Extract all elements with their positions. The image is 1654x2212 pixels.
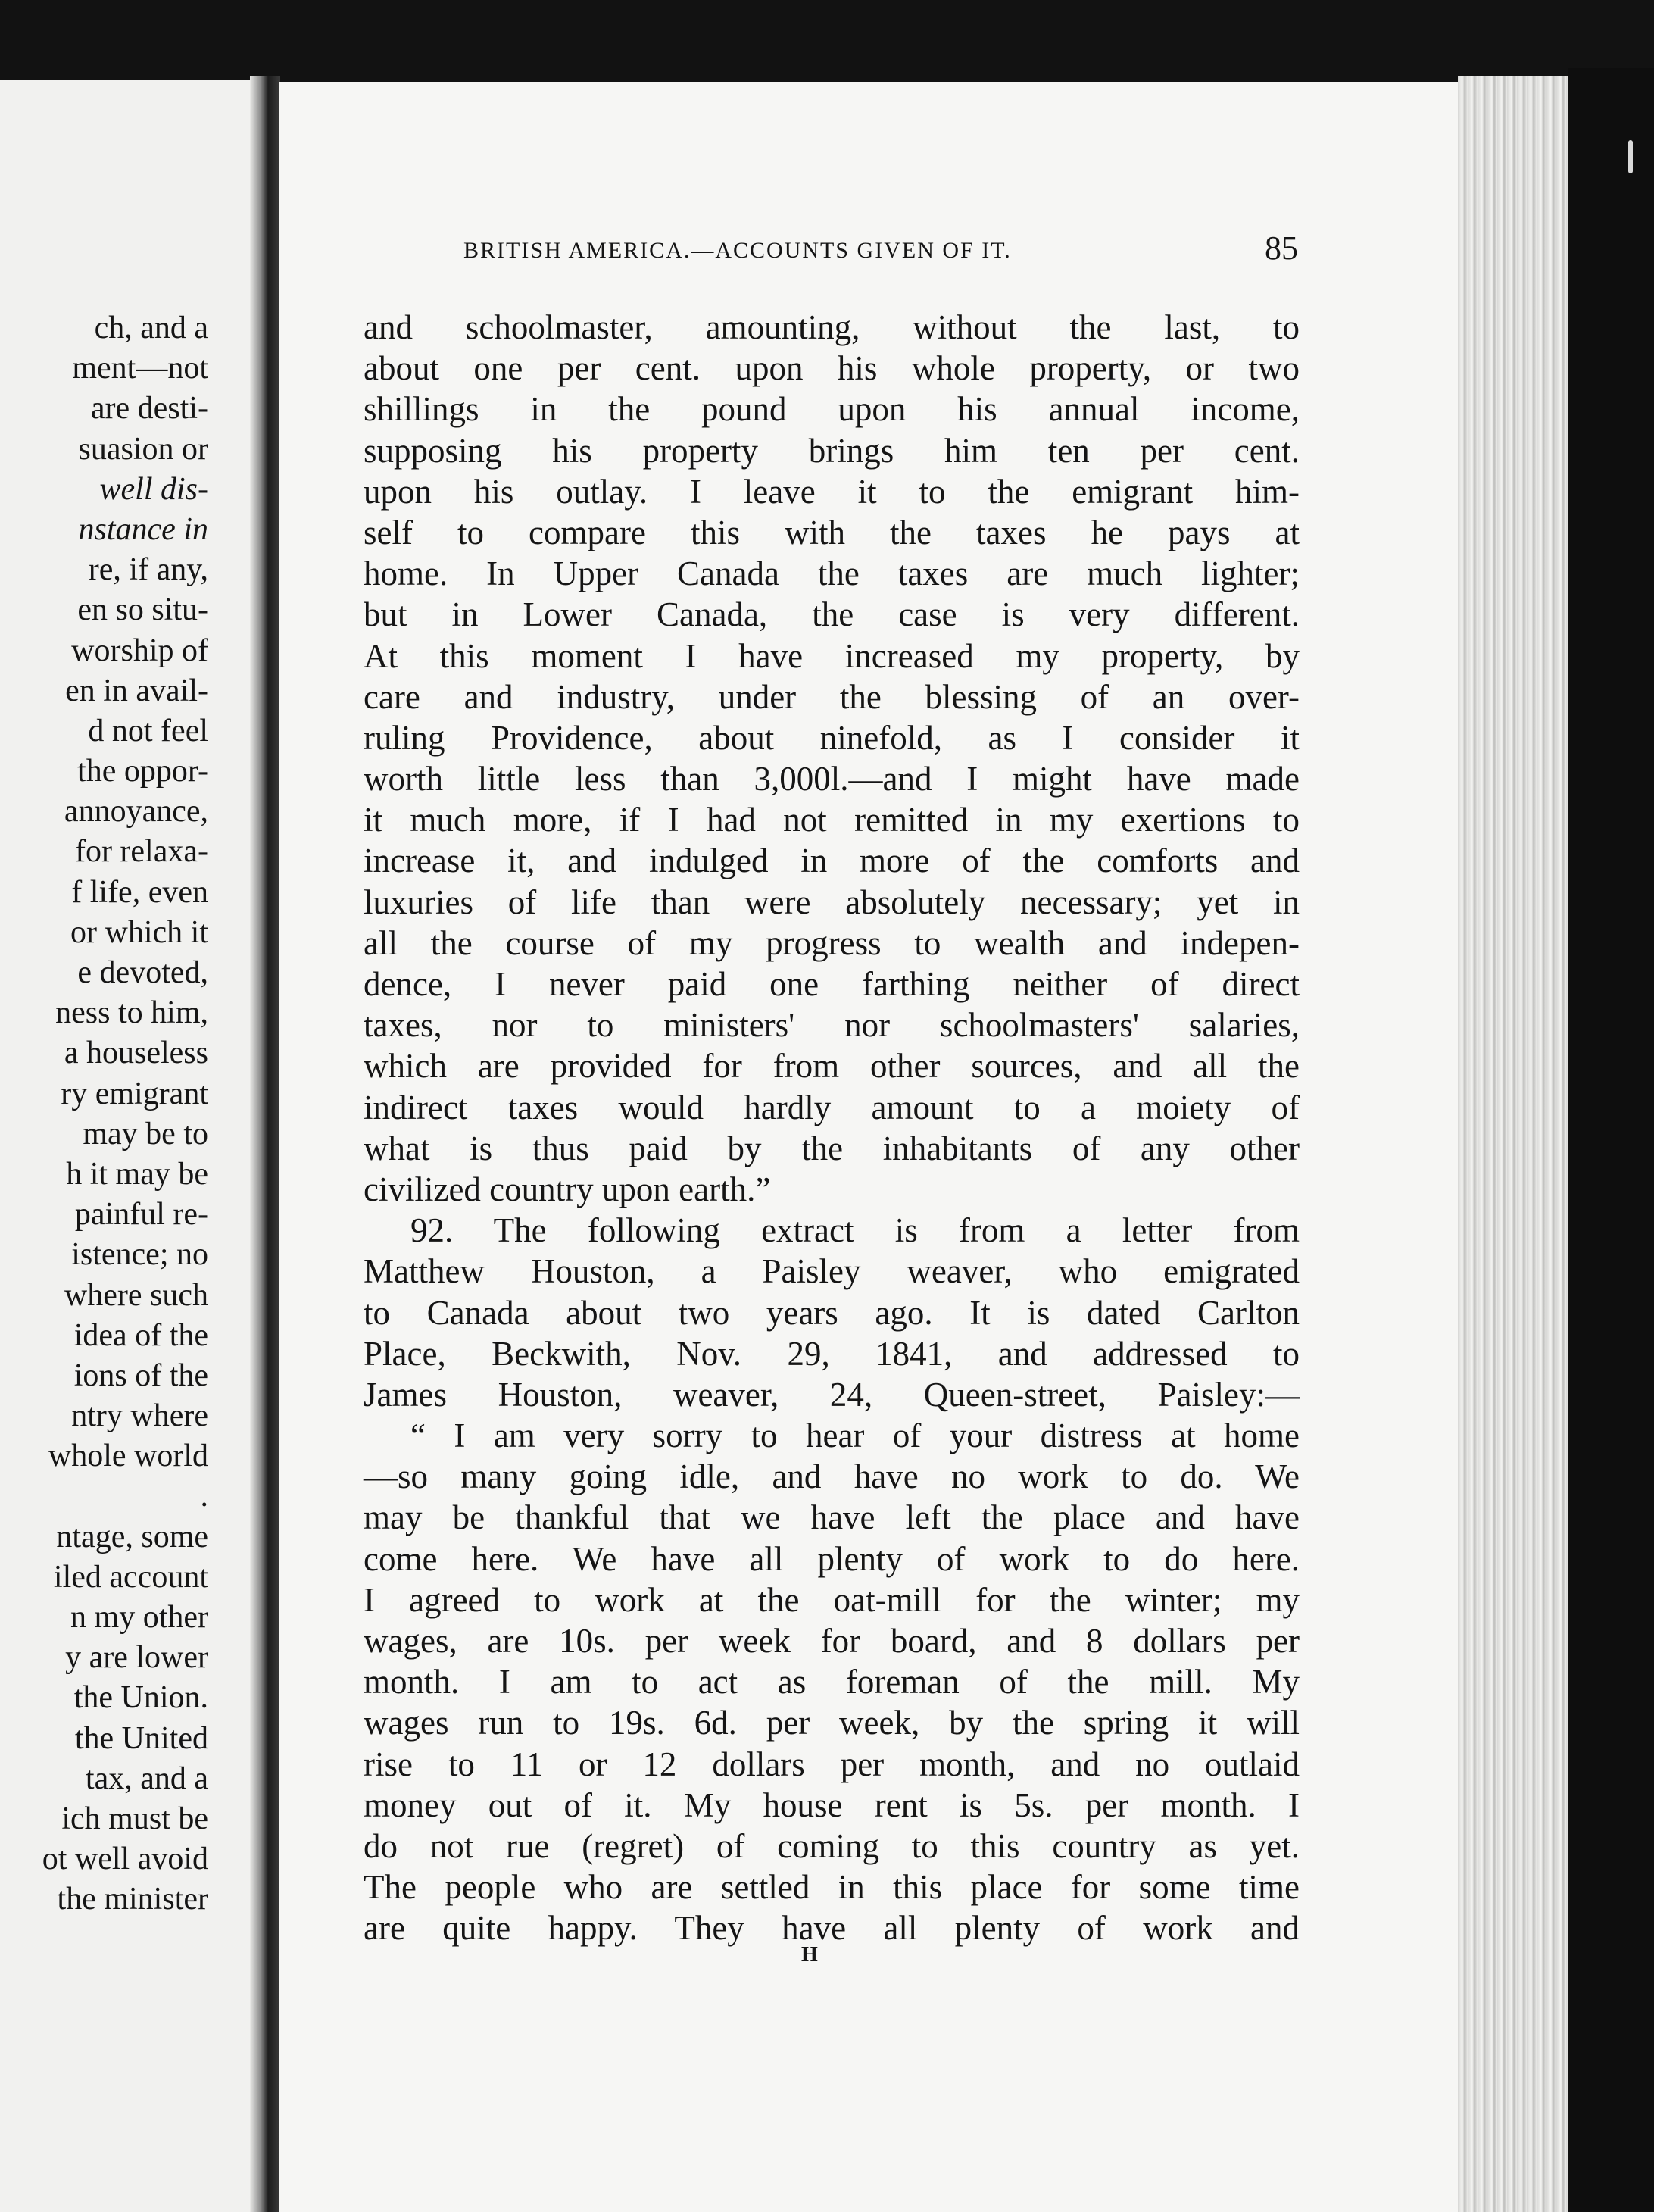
text-line: to Canada about two years ago. It is dated Carlton [364,1293,1300,1332]
text-line: —so many going idle, and have no work to do. We [364,1457,1300,1496]
text-line: it much more, if I had not remitted in my exertions to [364,801,1300,839]
left-page-line: ch, and a [94,311,208,345]
left-page-line: en so situ- [77,592,208,628]
left-page-line: ment—not [72,351,208,386]
left-page-line: ions of the [73,1358,208,1393]
text-line: may be thankful that we have left the place and have [364,1498,1300,1537]
signature-mark: H [801,1943,819,1967]
text-line: about one per cent. upon his whole property, or two [364,349,1300,388]
left-page-line: annoyance, [64,794,208,830]
text-line: shillings in the pound upon his annual income, [364,390,1300,429]
left-page-line: or which it [70,914,208,950]
left-page-line: ich must be [61,1801,208,1836]
scanner-background [0,0,1654,83]
left-page-line: ntage, some [56,1519,208,1554]
running-header [463,229,1303,274]
left-page-line: h it may be [66,1156,208,1192]
left-page-line: idea of the [73,1317,208,1353]
left-page-line: where such [64,1277,208,1313]
text-line: money out of it. My house rent is 5s. per month. I [364,1786,1300,1824]
left-page-line: the minister [57,1882,208,1917]
left-page-line: painful re- [74,1197,208,1233]
left-page-line: iled account [53,1559,208,1595]
text-line: home. In Upper Canada the taxes are much lighter; [364,555,1300,593]
left-page-line: worship of [71,633,208,668]
text-line: what is thus paid by the inhabitants of any other [364,1129,1300,1167]
text-line: taxes, nor to ministers' nor schoolmasters' salaries, [364,1006,1300,1045]
left-page-line: are desti- [90,391,208,426]
text-line: indirect taxes would hardly amount to a moiety of [364,1088,1300,1126]
text-line: luxuries of life than were absolutely necessary; yet in [364,883,1300,921]
left-page-line: suasion or [78,431,208,467]
text-line: care and industry, under the blessing of an over- [364,677,1300,716]
left-page-line: n my other [70,1600,208,1635]
page-number: 85 [1265,230,1298,267]
text-line: supposing his property brings him ten per cent. [364,431,1300,470]
text-line: wages run to 19s. 6d. per week, by the spring it will [364,1704,1300,1742]
text-line: rise to 11 or 12 dollars per month, and no outlaid [364,1745,1300,1783]
left-page-line: nstance in [78,511,208,547]
text-line: James Houston, weaver, 24, Queen-street, Paisley:— [364,1375,1300,1414]
text-line: “ I am very sorry to hear of your distress at home [410,1417,1300,1455]
text-line: worth little less than 3,000l.—and I might have made [364,760,1300,798]
left-page [0,80,261,2212]
text-line: which are provided for from other sources, and all the [364,1047,1300,1086]
left-page-line: tax, and a [85,1761,208,1796]
text-line: all the course of my progress to wealth and indepen- [364,923,1300,962]
left-page-line: re, if any, [88,552,208,588]
text-line: civilized country upon earth.” [364,1170,771,1208]
left-page-line: d not feel [88,713,208,748]
left-page-line: a houseless [64,1036,208,1071]
text-line: Place, Beckwith, Nov. 29, 1841, and addressed to [364,1334,1300,1373]
body-text [364,307,1300,1949]
left-page-line: may be to [83,1116,208,1151]
left-page-line: ry emigrant [61,1076,208,1111]
book-spine-shadow [250,76,280,2212]
left-page-line: f life, even [71,874,208,910]
left-page-line: the oppor- [77,754,208,789]
left-page-line: e devoted, [77,955,208,990]
text-line: dence, I never paid one farthing neither of direct [364,965,1300,1003]
text-line: wages, are 10s. per week for board, and 8 dollars per [364,1622,1300,1660]
text-line: 92. The following extract is from a letter from [410,1211,1300,1250]
text-line: increase it, and indulged in more of the comforts and [364,842,1300,880]
left-page-line: y are lower [65,1640,208,1676]
text-line: but in Lower Canada, the case is very different. [364,595,1300,634]
text-line: I agreed to work at the oat-mill for the winter; my [364,1580,1300,1619]
left-page-line: whole world [48,1439,208,1474]
text-line: upon his outlay. I leave it to the emigrant him- [364,472,1300,511]
left-page-line: the United [74,1720,208,1756]
edge-mark [1628,140,1633,173]
text-line: Matthew Houston, a Paisley weaver, who emigrated [364,1252,1300,1291]
left-page-line: ntry where [71,1398,208,1434]
text-line: come here. We have all plenty of work to do here. [364,1539,1300,1578]
left-page-text [0,308,208,1920]
text-line: month. I am to act as foreman of the mill. My [364,1663,1300,1701]
left-page-line: ness to him, [55,995,208,1031]
text-line: The people who are settled in this place for some time [364,1868,1300,1907]
left-page-line: well dis- [99,471,208,507]
left-page-line: the Union. [73,1680,208,1716]
left-page-line: ot well avoid [42,1842,208,1877]
left-page-line: istence; no [71,1237,208,1273]
text-line: At this moment I have increased my property, by [364,636,1300,675]
scanner-background-right [1568,68,1654,2212]
left-page-line: en in avail- [65,673,208,708]
page-edges [1458,76,1571,2212]
running-head-title: BRITISH AMERICA.—ACCOUNTS GIVEN OF IT. [463,238,1012,263]
text-line: ruling Providence, about ninefold, as I consider it [364,718,1300,757]
left-page-line: . [200,1479,208,1514]
text-line: and schoolmaster, amounting, without the last, to [364,308,1300,346]
text-line: do not rue (regret) of coming to this country as yet. [364,1826,1300,1865]
left-page-line: for relaxa- [74,834,208,870]
text-line: self to compare this with the taxes he pays at [364,513,1300,551]
text-line: are quite happy. They have all plenty of work and [364,1909,1300,1948]
